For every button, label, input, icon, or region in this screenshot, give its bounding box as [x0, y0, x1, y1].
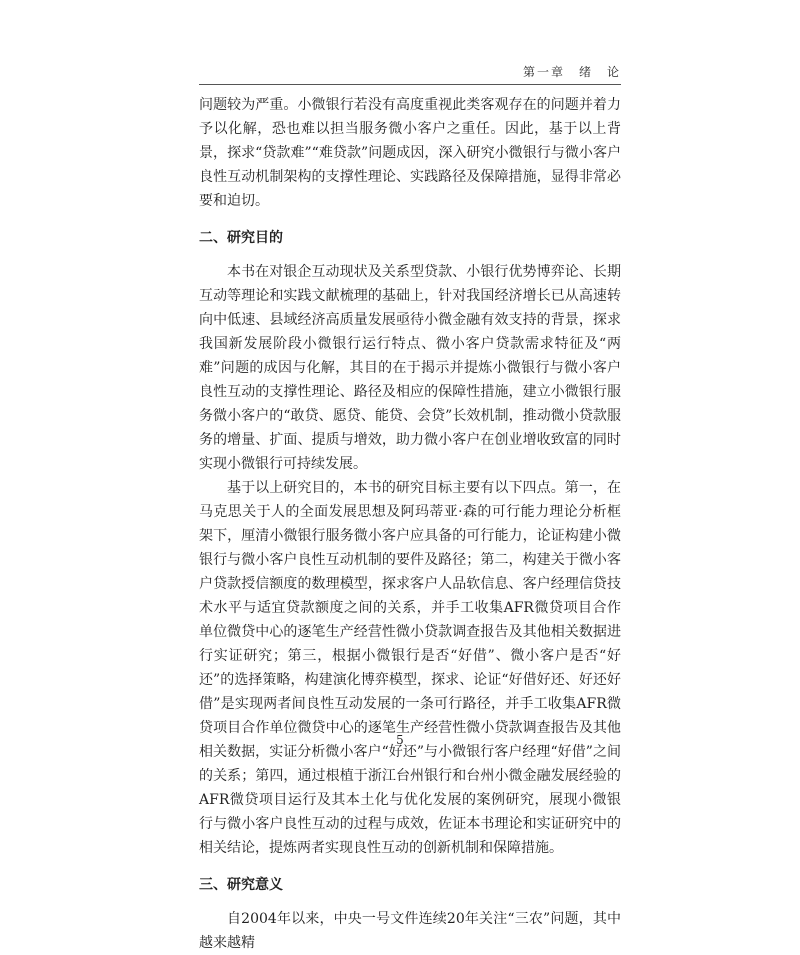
section-heading-research-significance: 三、研究意义: [199, 877, 283, 893]
page-body: [199, 93, 621, 955]
header-divider: [199, 84, 621, 85]
paragraph-research-goals: 基于以上研究目的，本书的研究目标主要有以下四点。第一，在马克思关于人的全面发展思想及阿玛蒂亚·森的可行能力理论分析框架下，厘清小微银行服务微小客户应具备的可行能力，论证构建小微银行与微小客户良性互动机制的要件及路径；第二，构建关于微小客户贷款授信额度的数理模型，探求客户人品软信息、客户经理信贷技术水平与适宜贷款额度之间的关系，并手工收集AFR微贷项目合作单位微贷中心的逐笔生产经营性微小贷款调查报告及其他相关数据进行实证研究；第三，根据小微银行是否“好借”、微小客户是否“好还”的选择策略，构建演化博弈模型，探求、论证“好借好还、好还好借”是实现两者间良性互动发展的一条可行路径，并手工收集AFR微贷项目合作单位微贷中心的逐笔生产经营性微小贷款调查报告及其他相关数据，实证分析微小客户“好还”与小微银行客户经理“好借”之间的关系；第四，通过根植于浙江台州银行和台州小微金融发展经验的AFR微贷项目运行及其本土化与优化发展的案例研究，展现小微银行与微小客户良性互动的过程与成效，佐证本书理论和实证研究中的相关结论，提炼两者实现良性互动的创新机制和保障措施。: [199, 480, 621, 856]
section-heading-research-purpose: 二、研究目的: [199, 230, 283, 246]
page-number: 5: [396, 733, 404, 747]
paragraph-research-purpose: 本书在对银企互动现状及关系型贷款、小银行优势博弈论、长期互动等理论和实践文献梳理的基础上，针对我国经济增长已从高速转向中低速、县域经济高质量发展亟待小微金融有效支持的背景，探求我国新发展阶段小微银行运行特点、微小客户贷款需求特征及“两难”问题的成因与化解，其目的在于揭示并提炼小微银行与微小客户良性互动的支撑性理论、路径及相应的保障性措施，建立小微银行服务微小客户的“敢贷、愿贷、能贷、会贷”长效机制，推动微小贷款服务的增量、扩面、提质与增效，助力微小客户在创业增收致富的同时实现小微银行可持续发展。: [199, 264, 621, 472]
paragraph-intro-continued: 问题较为严重。小微银行若没有高度重视此类客观存在的问题并着力予以化解，恐也难以担当服务微小客户之重任。因此，基于以上背景，探求“贷款难”“难贷款”问题成因，深入研究小微银行与微小客户良性互动机制架构的支撑性理论、实践路径及保障措施，显得非常必要和迫切。: [199, 97, 621, 209]
running-header: [199, 63, 621, 87]
chapter-title: 第一章 绪 论: [522, 65, 621, 79]
paragraph-research-significance: 自2004年以来，中央一号文件连续20年关注“三农”问题，其中越来越精: [199, 911, 621, 951]
